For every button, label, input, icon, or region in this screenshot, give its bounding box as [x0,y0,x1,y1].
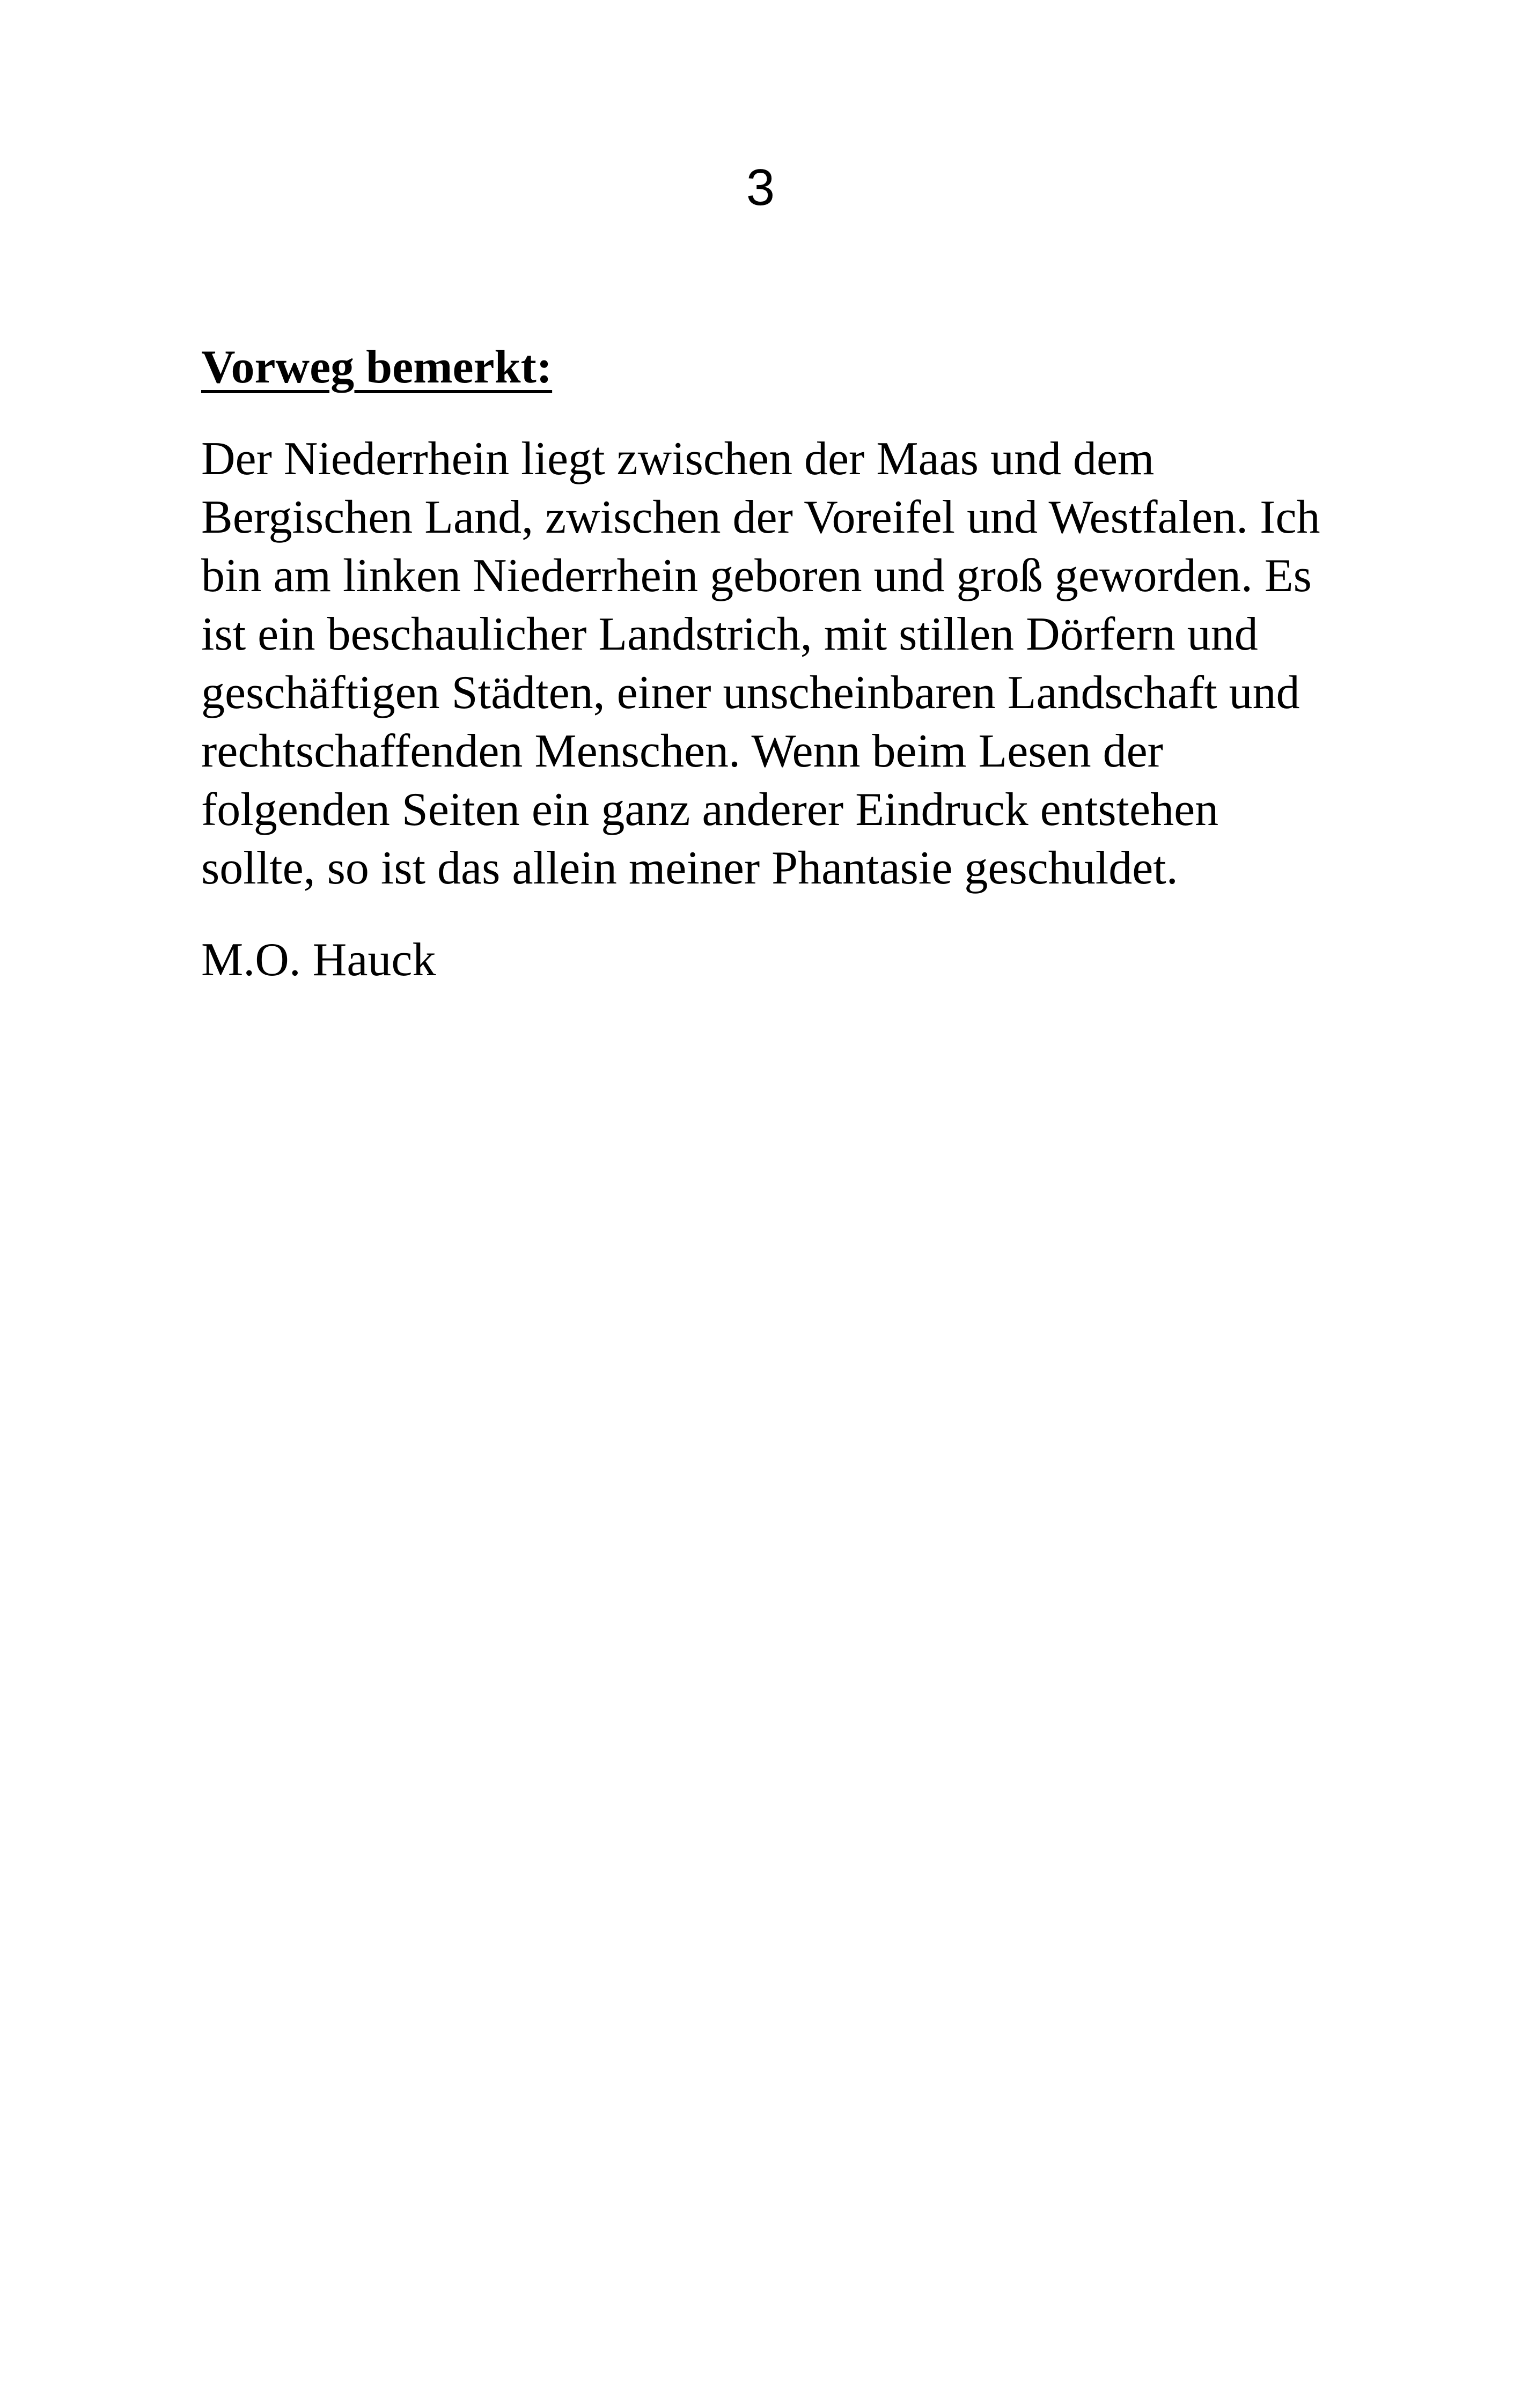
paragraph-line: Der Niederrhein liegt zwischen der Maas und dem [201,433,1155,485]
paragraph-line: folgenden Seiten ein ganz anderer Eindruck entstehen [201,784,1219,836]
page-number: 3 [746,159,775,216]
paragraph-line: geschäftigen Städten, einer unscheinbaren Landschaft und [201,667,1300,719]
author-signature: M.O. Hauck [201,934,436,986]
body-paragraph [201,430,1382,897]
paragraph-line: ist ein beschaulicher Landstrich, mit stillen Dörfern und [201,608,1258,660]
page-content [201,338,1382,989]
paragraph-line: Bergischen Land, zwischen der Voreifel und Westfalen. Ich [201,491,1320,543]
paragraph-line: sollte, so ist das allein meiner Phantasie geschuldet. [201,842,1178,894]
section-heading: Vorweg bemerkt: [201,341,553,393]
paragraph-line: bin am linken Niederrhein geboren und groß geworden. Es [201,550,1312,602]
paragraph-line: rechtschaffenden Menschen. Wenn beim Lesen der [201,725,1163,777]
